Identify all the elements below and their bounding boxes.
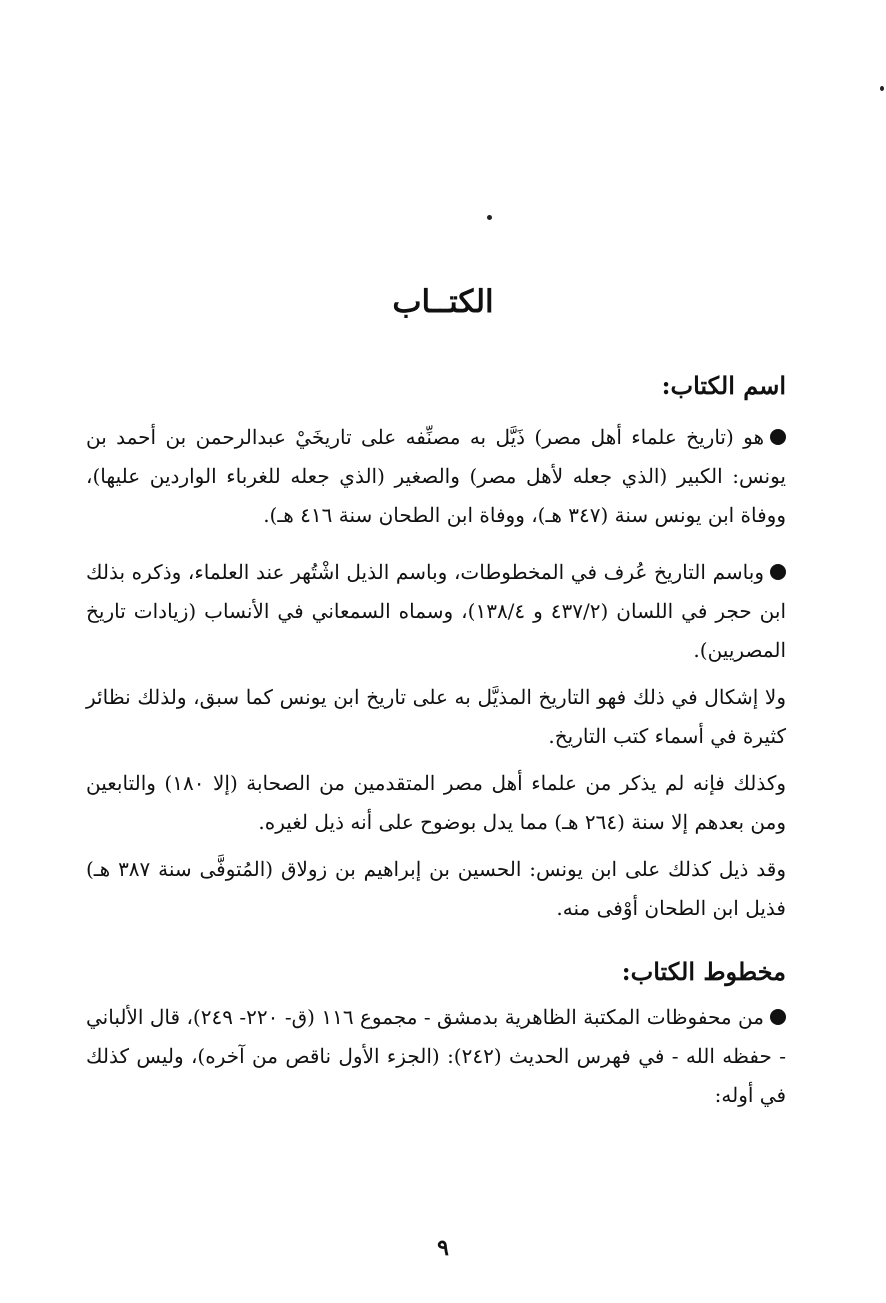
page-number: ٩ xyxy=(437,1235,449,1261)
page-body xyxy=(86,364,786,1115)
paragraph-text: هو (تاريخ علماء أهل مصر) ذَيَّل به مصنِّفه على تاريخَيْ عبدالرحمن بن أحمد بن يونس: الكبير (الذي جعله لأهل مصر) والصغير (الذي جعله للغرباء الواردين عليها)، ووفاة ابن يونس سنة (٣٤٧ هـ)، ووفاة ابن الطحان سنة ٤١٦ هـ). xyxy=(86,425,786,527)
ornament-dot xyxy=(487,215,492,220)
section-heading-manuscript: مخطوط الكتاب: xyxy=(621,957,786,986)
section-heading-book-name: اسم الكتاب: xyxy=(661,371,786,400)
bullet-icon xyxy=(770,564,786,580)
paragraph-text: من محفوظات المكتبة الظاهرية بدمشق - مجموع ١١٦ (ق- ٢٢٠- ٢٤٩)، قال الألباني - حفظه الله - في فهرس الحديث (٢٤٢): (الجزء الأول ناقص من آخره)، وليس كذلك في أوله: xyxy=(86,1005,786,1107)
edge-mark xyxy=(880,86,884,91)
bullet-icon xyxy=(770,1009,786,1025)
paragraph: ولا إشكال في ذلك فهو التاريخ المذيَّل به على تاريخ ابن يونس كما سبق، ولذلك نظائر كثيرة في أسماء كتب التاريخ. xyxy=(86,685,786,748)
chapter-title: الكتــاب xyxy=(392,284,494,320)
bullet-icon xyxy=(770,429,786,445)
paragraph xyxy=(86,998,786,1115)
paragraph: وقد ذيل كذلك على ابن يونس: الحسين بن إبراهيم بن زولاق (المُتوفَّى سنة ٣٨٧ هـ) فذيل ابن الطحان أوْفى منه. xyxy=(86,857,786,920)
paragraph xyxy=(86,418,786,535)
paragraph-text: وباسم التاريخ عُرف في المخطوطات، وباسم الذيل اشْتُهر عند العلماء، وذكره بذلك ابن حجر في اللسان (٤٣٧/٢ و ١٣٨/٤)، وسماه السمعاني في الأنساب (زيادات تاريخ المصريين). xyxy=(86,560,787,662)
paragraph xyxy=(86,553,786,670)
paragraph: وكذلك فإنه لم يذكر من علماء أهل مصر المتقدمين من الصحابة (إلا ١٨٠) والتابعين ومن بعدهم إلا سنة (٢٦٤ هـ) مما يدل بوضوح على أنه ذيل لغيره. xyxy=(86,771,786,834)
